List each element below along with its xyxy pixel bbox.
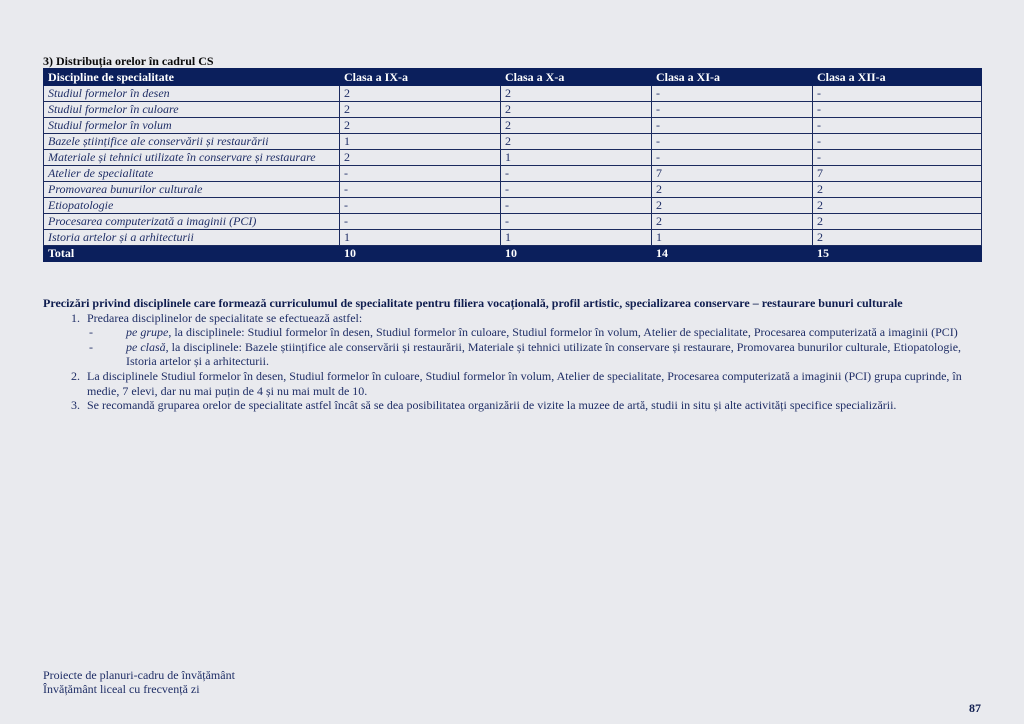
hours-cell: - — [813, 118, 982, 134]
header-class-x: Clasa a X-a — [501, 69, 652, 86]
hours-distribution-table — [43, 68, 982, 262]
table-row — [44, 182, 982, 198]
hours-cell: - — [501, 182, 652, 198]
total-row — [44, 246, 982, 262]
hours-cell: 2 — [340, 118, 501, 134]
subject-cell: Studiul formelor în desen — [44, 86, 340, 102]
list-item: 2. La disciplinele Studiul formelor în desen, Studiul formelor în culoare, Studiul formelor în volum, Atelier de specialitate, Procesarea computerizată a imaginii (PCI) grupa cuprinde, în medie, 7 elevi, dar nu mai puțin de 4 și nu mai mult de 10. — [83, 369, 981, 398]
subject-cell: Materiale și tehnici utilizate în conservare și restaurare — [44, 150, 340, 166]
hours-cell: - — [813, 86, 982, 102]
sub-list — [87, 325, 981, 369]
subject-cell: Atelier de specialitate — [44, 166, 340, 182]
hours-cell: - — [813, 134, 982, 150]
hours-cell: - — [652, 150, 813, 166]
hours-cell: - — [813, 102, 982, 118]
page-footer — [43, 668, 235, 696]
list-item — [83, 311, 981, 369]
header-class-xii: Clasa a XII-a — [813, 69, 982, 86]
hours-cell: 2 — [813, 214, 982, 230]
hours-cell: - — [501, 166, 652, 182]
hours-cell: 1 — [340, 230, 501, 246]
subject-cell: Studiul formelor în volum — [44, 118, 340, 134]
table-row — [44, 214, 982, 230]
hours-cell: 2 — [652, 182, 813, 198]
sub-list-item — [87, 325, 981, 340]
list-item: 3. Se recomandă gruparea orelor de specialitate astfel încât să se dea posibilitatea organizării de vizite la muzee de artă, studii in situ și alte activități specifice specializării. — [83, 398, 981, 413]
dash-bullet-icon: - — [89, 339, 93, 354]
sub-list-item — [87, 340, 981, 369]
table-row — [44, 134, 982, 150]
hours-cell: 2 — [501, 134, 652, 150]
hours-cell: - — [652, 134, 813, 150]
table-row — [44, 166, 982, 182]
table-row — [44, 86, 982, 102]
hours-cell: 2 — [652, 214, 813, 230]
section-title: 3) Distribuția orelor în cadrul CS — [43, 54, 214, 68]
subject-cell: Bazele științifice ale conservării și restaurării — [44, 134, 340, 150]
notes-section — [43, 296, 981, 413]
subject-cell: Etiopatologie — [44, 198, 340, 214]
table-row — [44, 118, 982, 134]
page-number: 87 — [969, 701, 981, 715]
hours-cell: 2 — [340, 86, 501, 102]
hours-cell: 2 — [501, 118, 652, 134]
sub-item-label: pe clasă — [126, 339, 166, 354]
note-text: Predarea disciplinelor de specialitate se efectuează astfel: — [87, 310, 363, 325]
hours-cell: - — [813, 150, 982, 166]
header-class-xi: Clasa a XI-a — [652, 69, 813, 86]
hours-cell: - — [340, 214, 501, 230]
table-row — [44, 102, 982, 118]
dash-bullet-icon: - — [89, 325, 93, 340]
hours-cell: - — [340, 198, 501, 214]
footer-line: Învățământ liceal cu frecvență zi — [43, 682, 200, 696]
table-header-row — [44, 69, 982, 86]
sub-item-label: pe grupe — [126, 325, 169, 340]
hours-cell: - — [340, 182, 501, 198]
hours-cell: 7 — [813, 166, 982, 182]
sub-item-text: , la disciplinele: Bazele științifice ale conservării și restaurării, Materiale și tehnici utilizate în conservare și restaurare, Promovarea bunurilor culturale, Etiopatologie, Istoria artelor și a arhitecturii. — [126, 339, 962, 369]
subject-cell: Promovarea bunurilor culturale — [44, 182, 340, 198]
hours-cell: 1 — [501, 150, 652, 166]
hours-cell: 1 — [652, 230, 813, 246]
hours-cell: 2 — [501, 86, 652, 102]
table-row — [44, 150, 982, 166]
hours-cell: 2 — [340, 150, 501, 166]
hours-cell: - — [652, 118, 813, 134]
hours-cell: 1 — [501, 230, 652, 246]
total-cell: 10 — [340, 246, 501, 262]
total-cell: 10 — [501, 246, 652, 262]
hours-cell: 2 — [652, 198, 813, 214]
hours-cell: - — [340, 166, 501, 182]
hours-cell: 2 — [813, 198, 982, 214]
header-subject: Discipline de specialitate — [44, 69, 340, 86]
footer-line: Proiecte de planuri-cadru de învățământ — [43, 668, 235, 682]
table-row — [44, 230, 982, 246]
hours-cell: 1 — [340, 134, 501, 150]
hours-cell: - — [652, 86, 813, 102]
total-cell: 15 — [813, 246, 982, 262]
total-cell: 14 — [652, 246, 813, 262]
header-class-ix: Clasa a IX-a — [340, 69, 501, 86]
hours-cell: 2 — [813, 182, 982, 198]
hours-cell: - — [501, 198, 652, 214]
sub-item-text: , la disciplinele: Studiul formelor în desen, Studiul formelor în culoare, Studiul formelor în volum, Atelier de specialitate, Procesarea computerizată a imaginii (PCI) — [168, 325, 958, 340]
hours-cell: - — [501, 214, 652, 230]
hours-cell: 2 — [340, 102, 501, 118]
total-label: Total — [44, 246, 340, 262]
hours-cell: 2 — [813, 230, 982, 246]
notes-heading: Precizări privind disciplinele care formează curriculumul de specialitate pentru filiera vocațională, profil artistic, specializarea conservare – restaurare bunuri culturale — [43, 296, 903, 310]
hours-cell: - — [652, 102, 813, 118]
subject-cell: Studiul formelor în culoare — [44, 102, 340, 118]
subject-cell: Istoria artelor și a arhitecturii — [44, 230, 340, 246]
table-row — [44, 198, 982, 214]
hours-cell: 7 — [652, 166, 813, 182]
notes-list — [43, 311, 981, 413]
hours-cell: 2 — [501, 102, 652, 118]
subject-cell: Procesarea computerizată a imaginii (PCI) — [44, 214, 340, 230]
